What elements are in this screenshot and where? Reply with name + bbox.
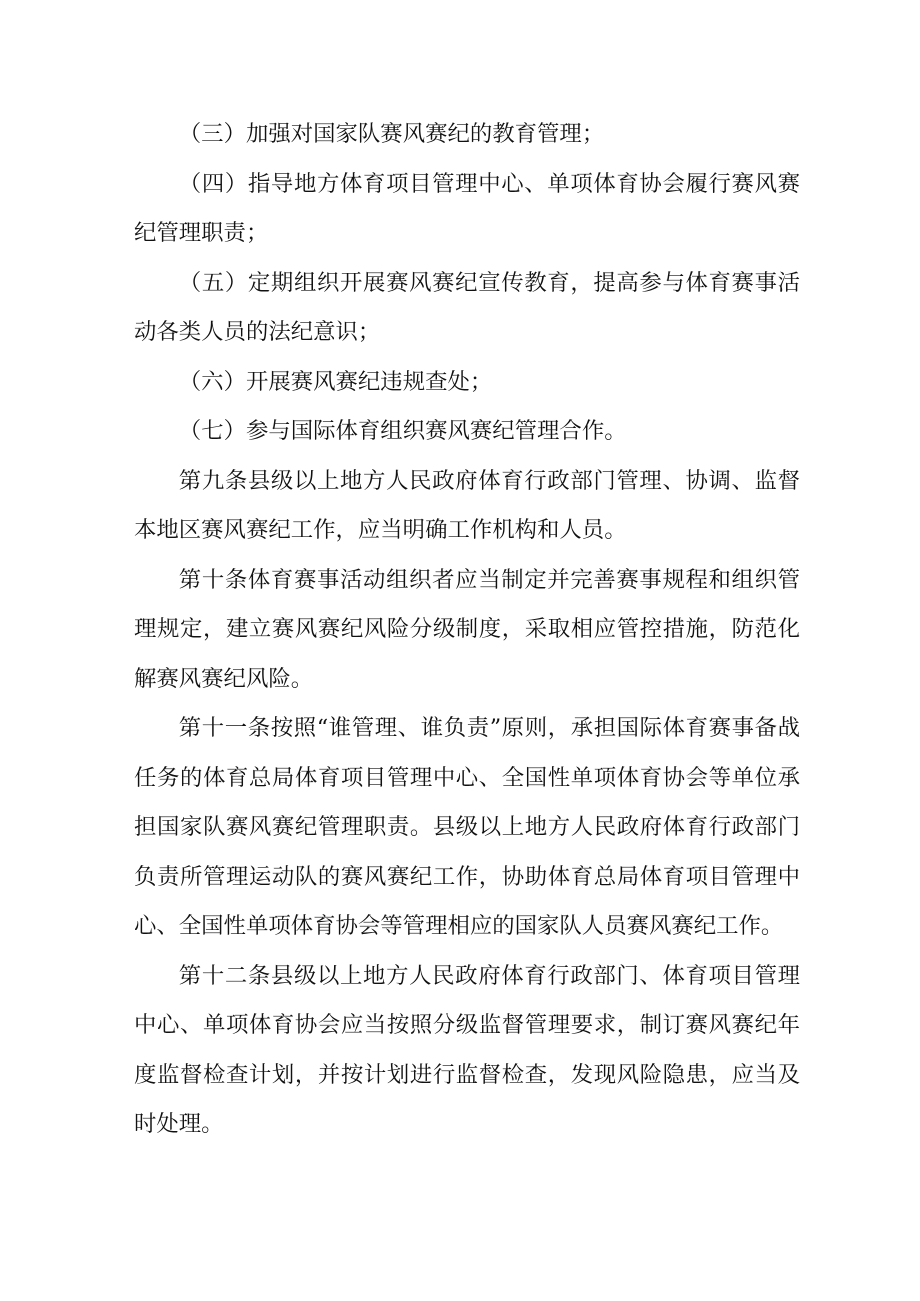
paragraph-item-4: （四）指导地方体育项目管理中心、单项体育协会履行赛风赛纪管理职责； bbox=[134, 170, 800, 246]
article-11-paragraph: 第十一条按照“谁管理、谁负责”原则，承担国际体育赛事备战任务的体育总局体育项目管理中心、全国性单项体育协会等单位承担国家队赛风赛纪管理职责。县级以上地方人民政府体育行政部门负责所管理运动队的赛风赛纪工作，协助体育总局体育项目管理中心、全国性单项体育协会等管理相应的国家队人员赛风赛纪工作。 bbox=[134, 715, 800, 939]
paragraph-item-6: （六）开展赛风赛纪违规查处； bbox=[178, 368, 493, 395]
document-body bbox=[134, 110, 800, 1150]
article-12-paragraph: 第十二条县级以上地方人民政府体育行政部门、体育项目管理中心、单项体育协会应当按照分级监督管理要求，制订赛风赛纪年度监督检查计划，并按计划进行监督检查，发现风险隐患，应当及时处理。 bbox=[134, 962, 800, 1137]
article-9-paragraph: 第九条县级以上地方人民政府体育行政部门管理、协调、监督本地区赛风赛纪工作，应当明确工作机构和人员。 bbox=[134, 467, 800, 543]
paragraph-item-5: （五）定期组织开展赛风赛纪宣传教育，提高参与体育赛事活动各类人员的法纪意识； bbox=[134, 269, 800, 345]
paragraph-item-7: （七）参与国际体育组织赛风赛纪管理合作。 bbox=[178, 418, 627, 444]
paragraph-item-3: （三）加强对国家队赛风赛纪的教育管理； bbox=[178, 121, 605, 147]
article-10-paragraph: 第十条体育赛事活动组织者应当制定并完善赛事规程和组织管理规定，建立赛风赛纪风险分级制度，采取相应管控措施，防范化解赛风赛纪风险。 bbox=[134, 566, 800, 692]
